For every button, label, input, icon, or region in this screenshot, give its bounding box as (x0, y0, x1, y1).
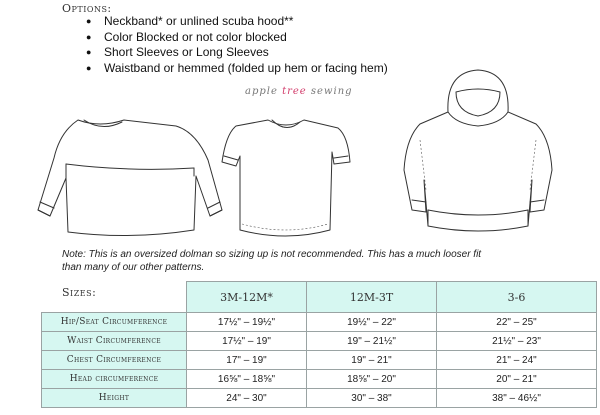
table-cell: 19" – 21" (307, 351, 437, 370)
option-item: ● Color Blocked or not color blocked (86, 30, 388, 46)
table-cell: 24" – 30" (187, 389, 307, 408)
table-cell: 17½" – 19½" (187, 313, 307, 332)
sizes-heading: Sizes: (62, 286, 97, 299)
row-label: Waist Circumference (42, 332, 187, 351)
size-header-row (42, 282, 597, 313)
logo-text: apple (245, 86, 283, 97)
brand-logo (245, 86, 353, 97)
row-label: Hip/Seat Circumference (42, 313, 187, 332)
table-row (42, 313, 597, 332)
table-cell: 17" – 19" (187, 351, 307, 370)
hoodie-drawing (404, 70, 552, 231)
table-cell: 16⅝" – 18⅝" (187, 370, 307, 389)
options-heading: Options: (62, 2, 112, 15)
table-cell: 20" – 21" (437, 370, 597, 389)
row-label: Height (42, 389, 187, 408)
table-row (42, 370, 597, 389)
option-item: ● Waistband or hemmed (folded up hem or facing hem) (86, 61, 388, 77)
size-column-header: 12M-3T (307, 282, 437, 313)
note-line: Note: This is an oversized dolman so sizing up is not recommended. This has a much looser fit (62, 249, 482, 260)
table-cell: 21" – 24" (437, 351, 597, 370)
logo-text-accent: tree (282, 86, 307, 97)
table-cell: 30" – 38" (307, 389, 437, 408)
long-sleeve-shirt-drawing (38, 120, 222, 236)
short-sleeve-shirt-drawing (222, 120, 350, 236)
table-cell: 19½" – 22" (307, 313, 437, 332)
size-column-header: 3-6 (437, 282, 597, 313)
note-line: than many of our other patterns. (62, 262, 205, 273)
table-row (42, 351, 597, 370)
table-cell: 19" – 21½" (307, 332, 437, 351)
size-column-header: 3M-12M* (187, 282, 307, 313)
size-chart-table (41, 281, 597, 408)
option-item: ● Short Sleeves or Long Sleeves (86, 45, 388, 61)
table-cell: 22" – 25" (437, 313, 597, 332)
table-row (42, 332, 597, 351)
logo-text: sewing (306, 86, 353, 97)
row-label: Head circumference (42, 370, 187, 389)
table-cell: 21½" – 23" (437, 332, 597, 351)
row-label: Chest Circumference (42, 351, 187, 370)
table-row (42, 389, 597, 408)
table-cell: 38" – 46½" (437, 389, 597, 408)
table-cell: 17½" – 19" (187, 332, 307, 351)
fit-note (62, 248, 582, 274)
option-item: ● Neckband* or unlined scuba hood** (86, 14, 388, 30)
table-cell: 18⅝" – 20" (307, 370, 437, 389)
